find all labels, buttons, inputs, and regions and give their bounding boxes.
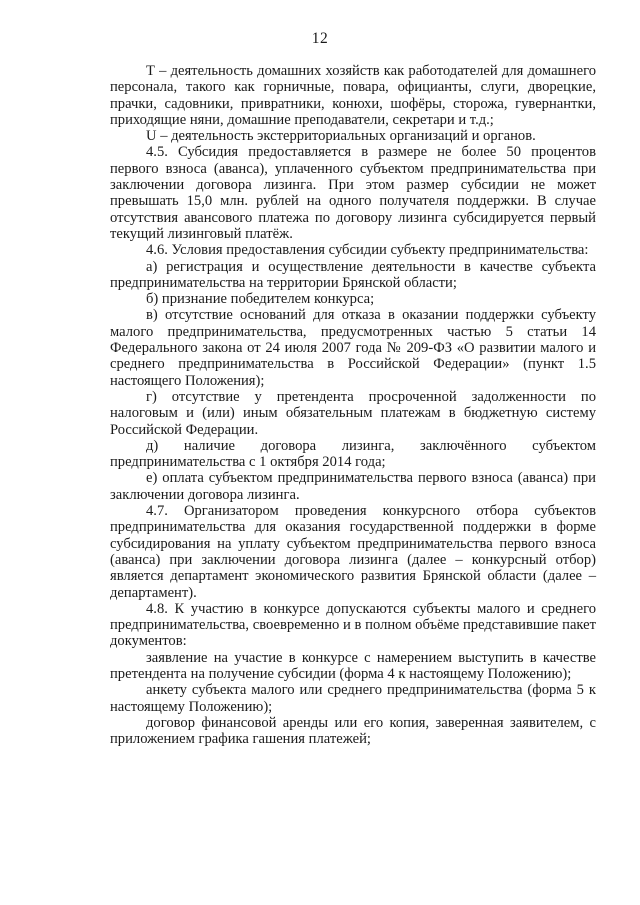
list-item-e: е) оплата субъектом предпринимательства первого взноса (аванса) при заключении договора лизинга. xyxy=(110,470,596,503)
document-list-item-lease-contract: договор финансовой аренды или его копия, заверенная заявителем, с приложением графика гашения платежей; xyxy=(110,714,596,748)
list-item-v: в) отсутствие оснований для отказа в оказании поддержки субъекту малого предпринимательства, предусмотренных частью 5 статьи 14 Федерального закона от 24 июля 2007 года № 209-ФЗ «О развитии малого и среднего предпринимательства в Российской Федерации» (пункт 1.5 настоящего Положения); xyxy=(110,307,596,389)
list-item-d: д) наличие договора лизинга, заключённого субъектом предпринимательства с 1 октября 2014 года; xyxy=(110,437,596,471)
paragraph-section-u: U – деятельность экстерриториальных организаций и органов. xyxy=(146,128,536,145)
paragraph-4-8: 4.8. К участию в конкурсе допускаются субъекты малого и среднего предпринимательства, своевременно и в полном объёме представившие пакет документов: xyxy=(110,600,596,650)
document-list-item-questionnaire: анкету субъекта малого или среднего предпринимательства (форма 5 к настоящему Положению); xyxy=(110,682,596,715)
paragraph-section-t: Т – деятельность домашних хозяйств как работодателей для домашнего персонала, такого как горничные, повара, официанты, слуги, дворецкие, прачки, садовники, привратники, конюхи, шофёры, сторожа, гувернантки, приходящие няни, домашние преподаватели, секретари и т.д.; xyxy=(110,63,596,128)
list-item-b: б) признание победителем конкурса; xyxy=(146,291,375,308)
page-number: 12 xyxy=(311,30,329,47)
document-list-item-application: заявление на участие в конкурсе с намерением выступить в качестве претендента на получение субсидии (форма 4 к настоящему Положению); xyxy=(110,649,596,682)
paragraph-4-7: 4.7. Организатором проведения конкурсного отбора субъектов предпринимательства для оказания государственной поддержки в форме субсидирования на уплату субъектом предпринимательства первого взноса (аванса) при заключении договора лизинга (далее – конкурсный отбор) является департамент экономического развития Брянской области (далее – департамент). xyxy=(110,503,596,601)
document-body xyxy=(110,63,596,747)
paragraph-4-5: 4.5. Субсидия предоставляется в размере не более 50 процентов первого взноса (аванса), уплаченного субъектом предпринимательства при заключении договора лизинга. При этом размер субсидии не может превышать 15,0 млн. рублей на одного получателя поддержки. В случае отсутствия авансового платежа по договору лизинга субсидируется первый текущий лизинговый платёж. xyxy=(110,144,596,242)
list-item-g: г) отсутствие у претендента просроченной задолженности по налоговым и (или) иным обязательным платежам в бюджетную систему Российской Федерации. xyxy=(110,388,596,438)
paragraph-4-6: 4.6. Условия предоставления субсидии субъекту предпринимательства: xyxy=(146,242,589,259)
list-item-a: а) регистрация и осуществление деятельности в качестве субъекта предпринимательства на территории Брянской области; xyxy=(110,258,596,291)
